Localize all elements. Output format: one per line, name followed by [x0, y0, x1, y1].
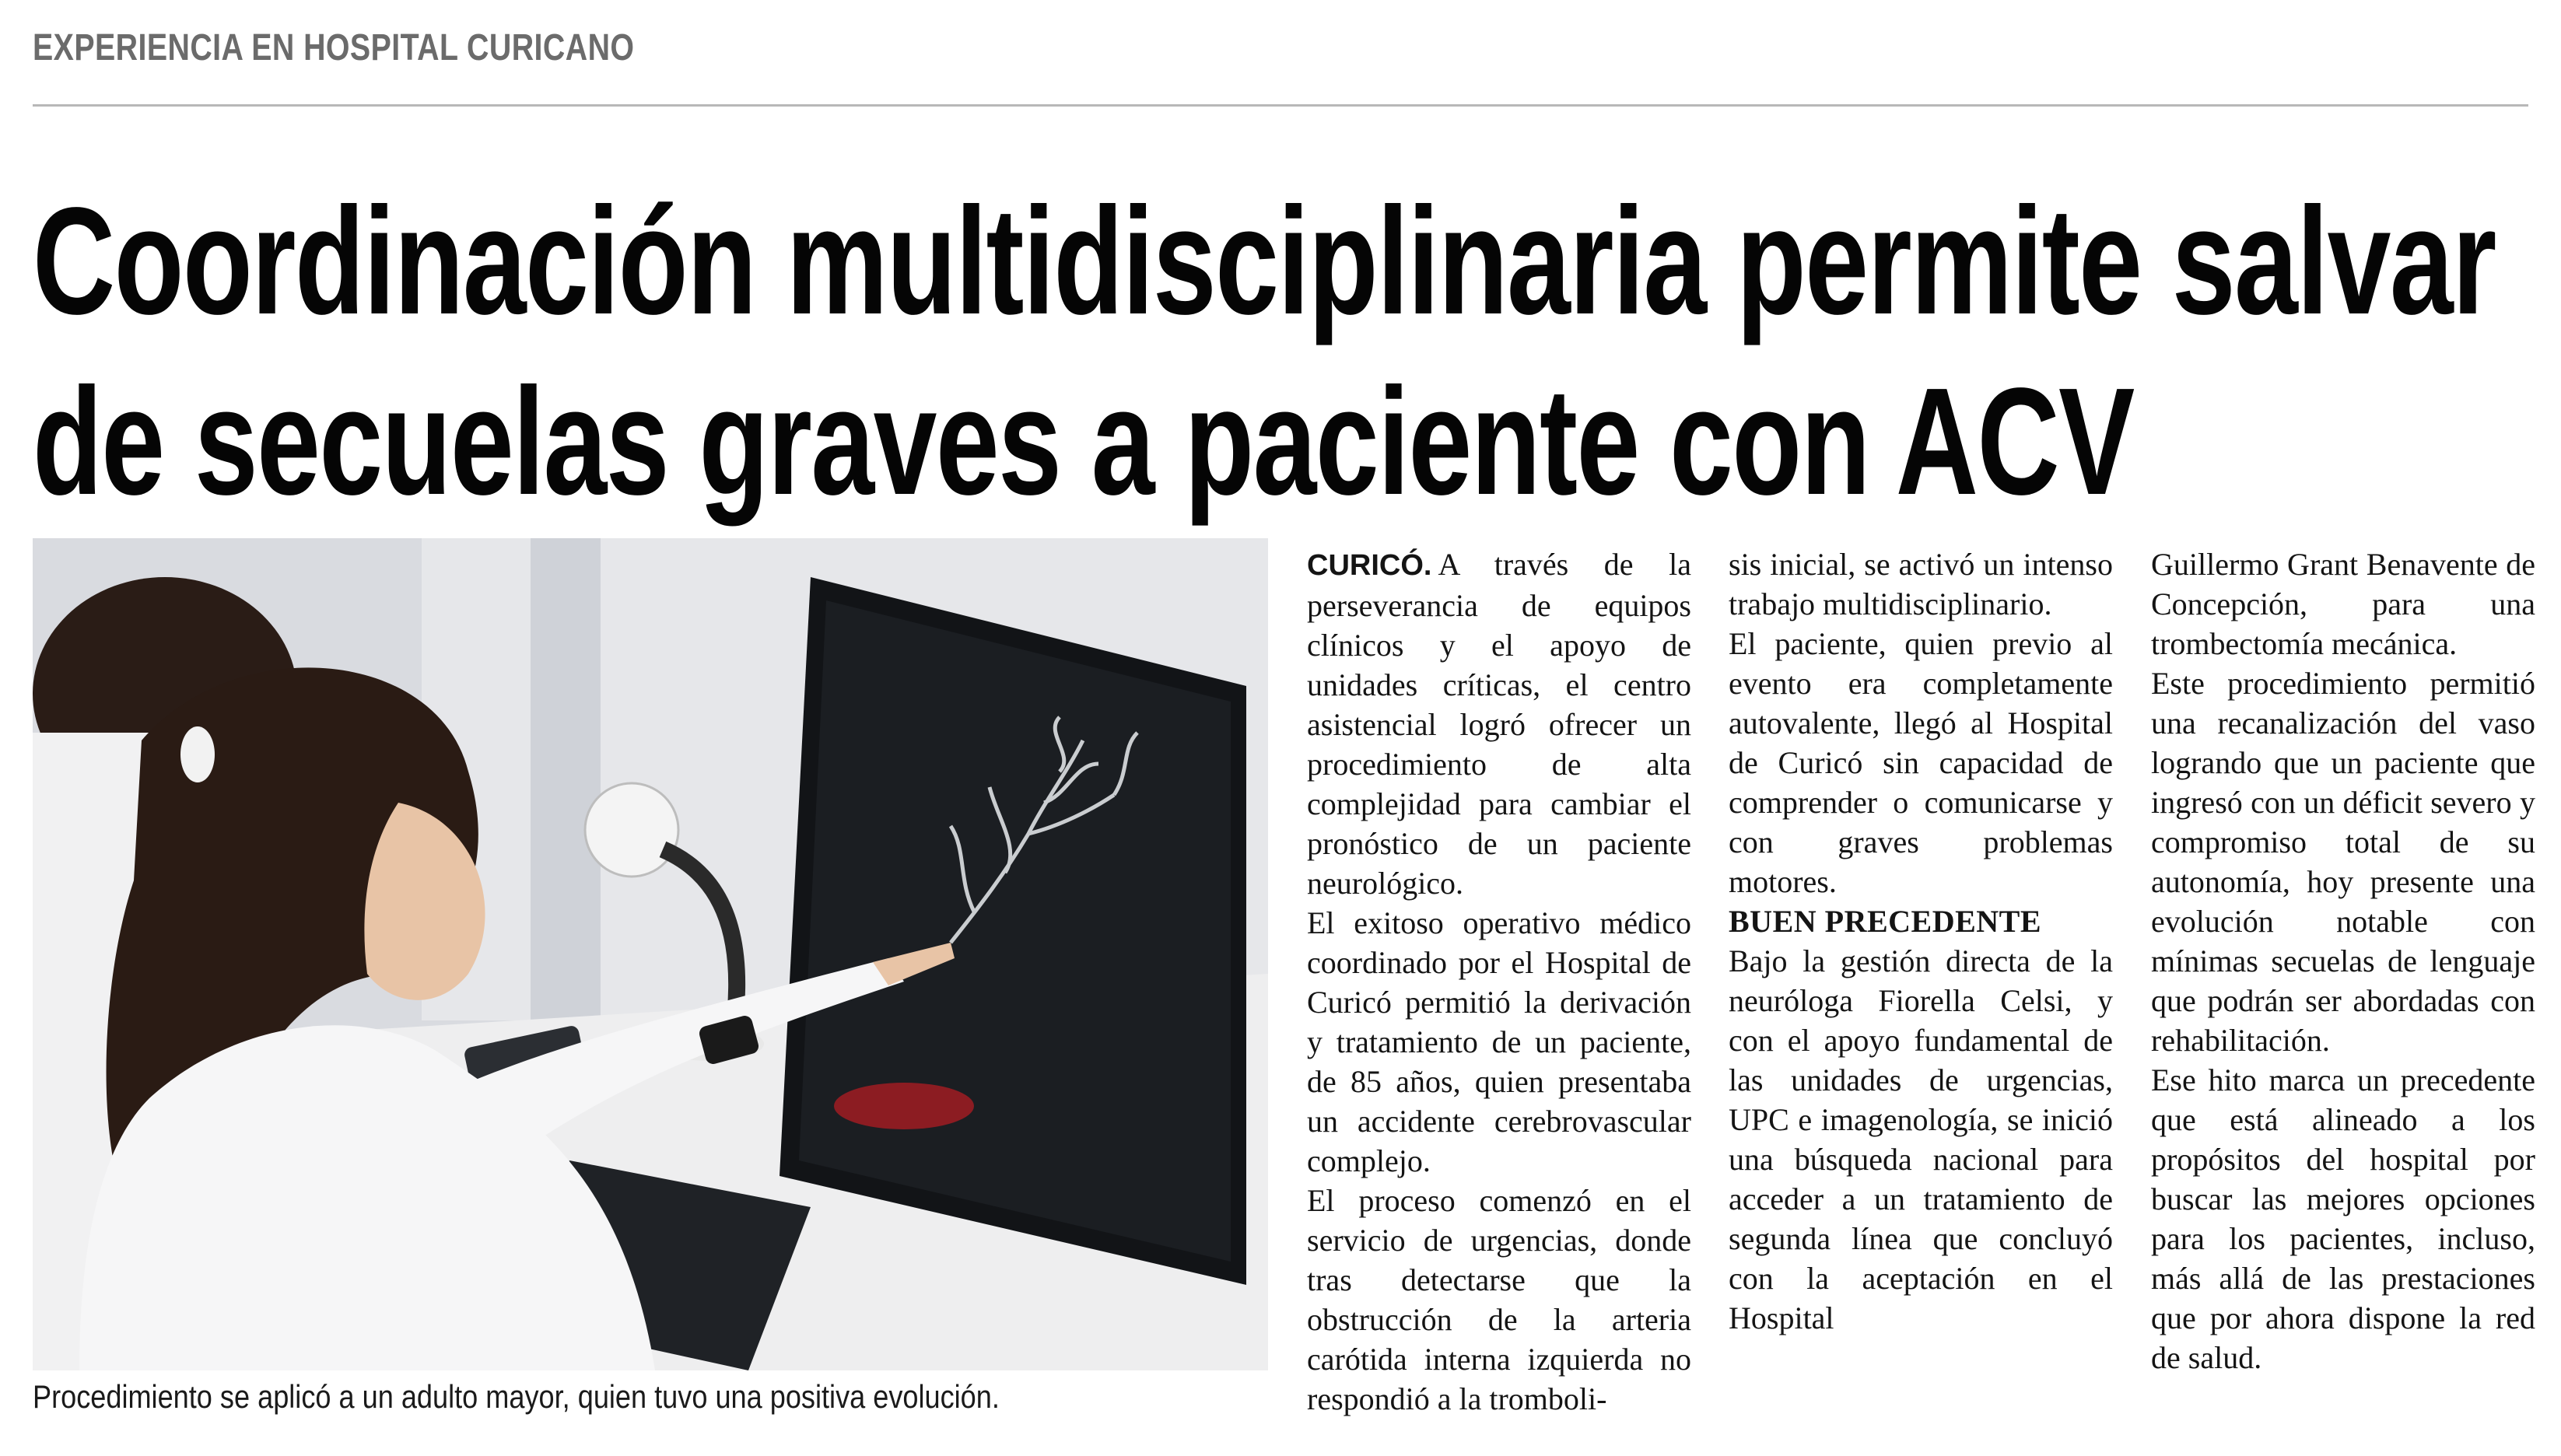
paragraph: Guillermo Grant Benavente de Concepción, para una trombectomía mecánica.	[2151, 547, 2535, 661]
subheading: BUEN PRECEDENTE	[1729, 904, 2042, 939]
paragraph: Bajo la gestión directa de la neuróloga Fiorella Celsi, y con el apoyo fundamental de las unidades de urgencias, UPC e imagenología, se inició una búsqueda nacional para acceder a un tratamiento de segunda línea que concluyó con la aceptación en el Hospital	[1729, 943, 2113, 1335]
article-photo	[33, 538, 1268, 1370]
article-column-3	[2151, 544, 2535, 1377]
paragraph: sis inicial, se activó un intenso trabajo multidisciplinario.	[1729, 547, 2113, 621]
paragraph: El proceso comenzó en el servicio de urgencias, donde tras detectarse que la obstrucción de la arteria carótida interna izquierda no respondió a la tromboli-	[1307, 1183, 1691, 1416]
doctor-monitor-illustration	[33, 538, 1268, 1370]
headline-line-2: de secuelas graves a paciente con ACV	[33, 356, 2134, 527]
paragraph	[1307, 544, 1691, 903]
headline-line-1: Coordinación multidisciplinaria permite salvar	[33, 176, 2496, 346]
section-tag: EXPERIENCIA EN HOSPITAL CURICANO	[33, 27, 635, 68]
paragraph: El exitoso operativo médico coordinado por el Hospital de Curicó permitió la derivación y tratamiento de un paciente, de 85 años, quien presentaba un accidente cerebrovascular complejo.	[1307, 905, 1691, 1178]
headline	[33, 171, 2496, 532]
paragraph: Ese hito marca un precedente que está alineado a los propósitos del hospital por buscar las mejores opciones para los pacientes, incluso, más allá de las prestaciones que por ahora dispone la red de salud.	[2151, 1062, 2535, 1375]
section-divider	[33, 104, 2528, 107]
paragraph-text: A través de la perseverancia de equipos clínicos y el apoyo de unidades críticas, el centro asistencial logró ofrecer un procedimiento de alta complejidad para cambiar el pronóstico de un paciente neurológico.	[1307, 547, 1691, 901]
photo-caption: Procedimiento se aplicó a un adulto mayor, quien tuvo una positiva evolución.	[33, 1378, 1000, 1415]
article-column-1	[1307, 544, 1691, 1419]
paragraph: El paciente, quien previo al evento era completamente autovalente, llegó al Hospital de Curicó sin capacidad de comprender o comunicarse y con graves problemas motores.	[1729, 626, 2113, 899]
paragraph: Este procedimiento permitió una recanalización del vaso logrando que un paciente que ingresó con un déficit severo y compromiso total de su autonomía, hoy presente una evolución notable con mínimas secuelas de lenguaje que podrán ser abordadas con rehabilitación.	[2151, 666, 2535, 1058]
dateline: CURICÓ.	[1307, 549, 1432, 582]
article-column-2	[1729, 544, 2113, 1338]
